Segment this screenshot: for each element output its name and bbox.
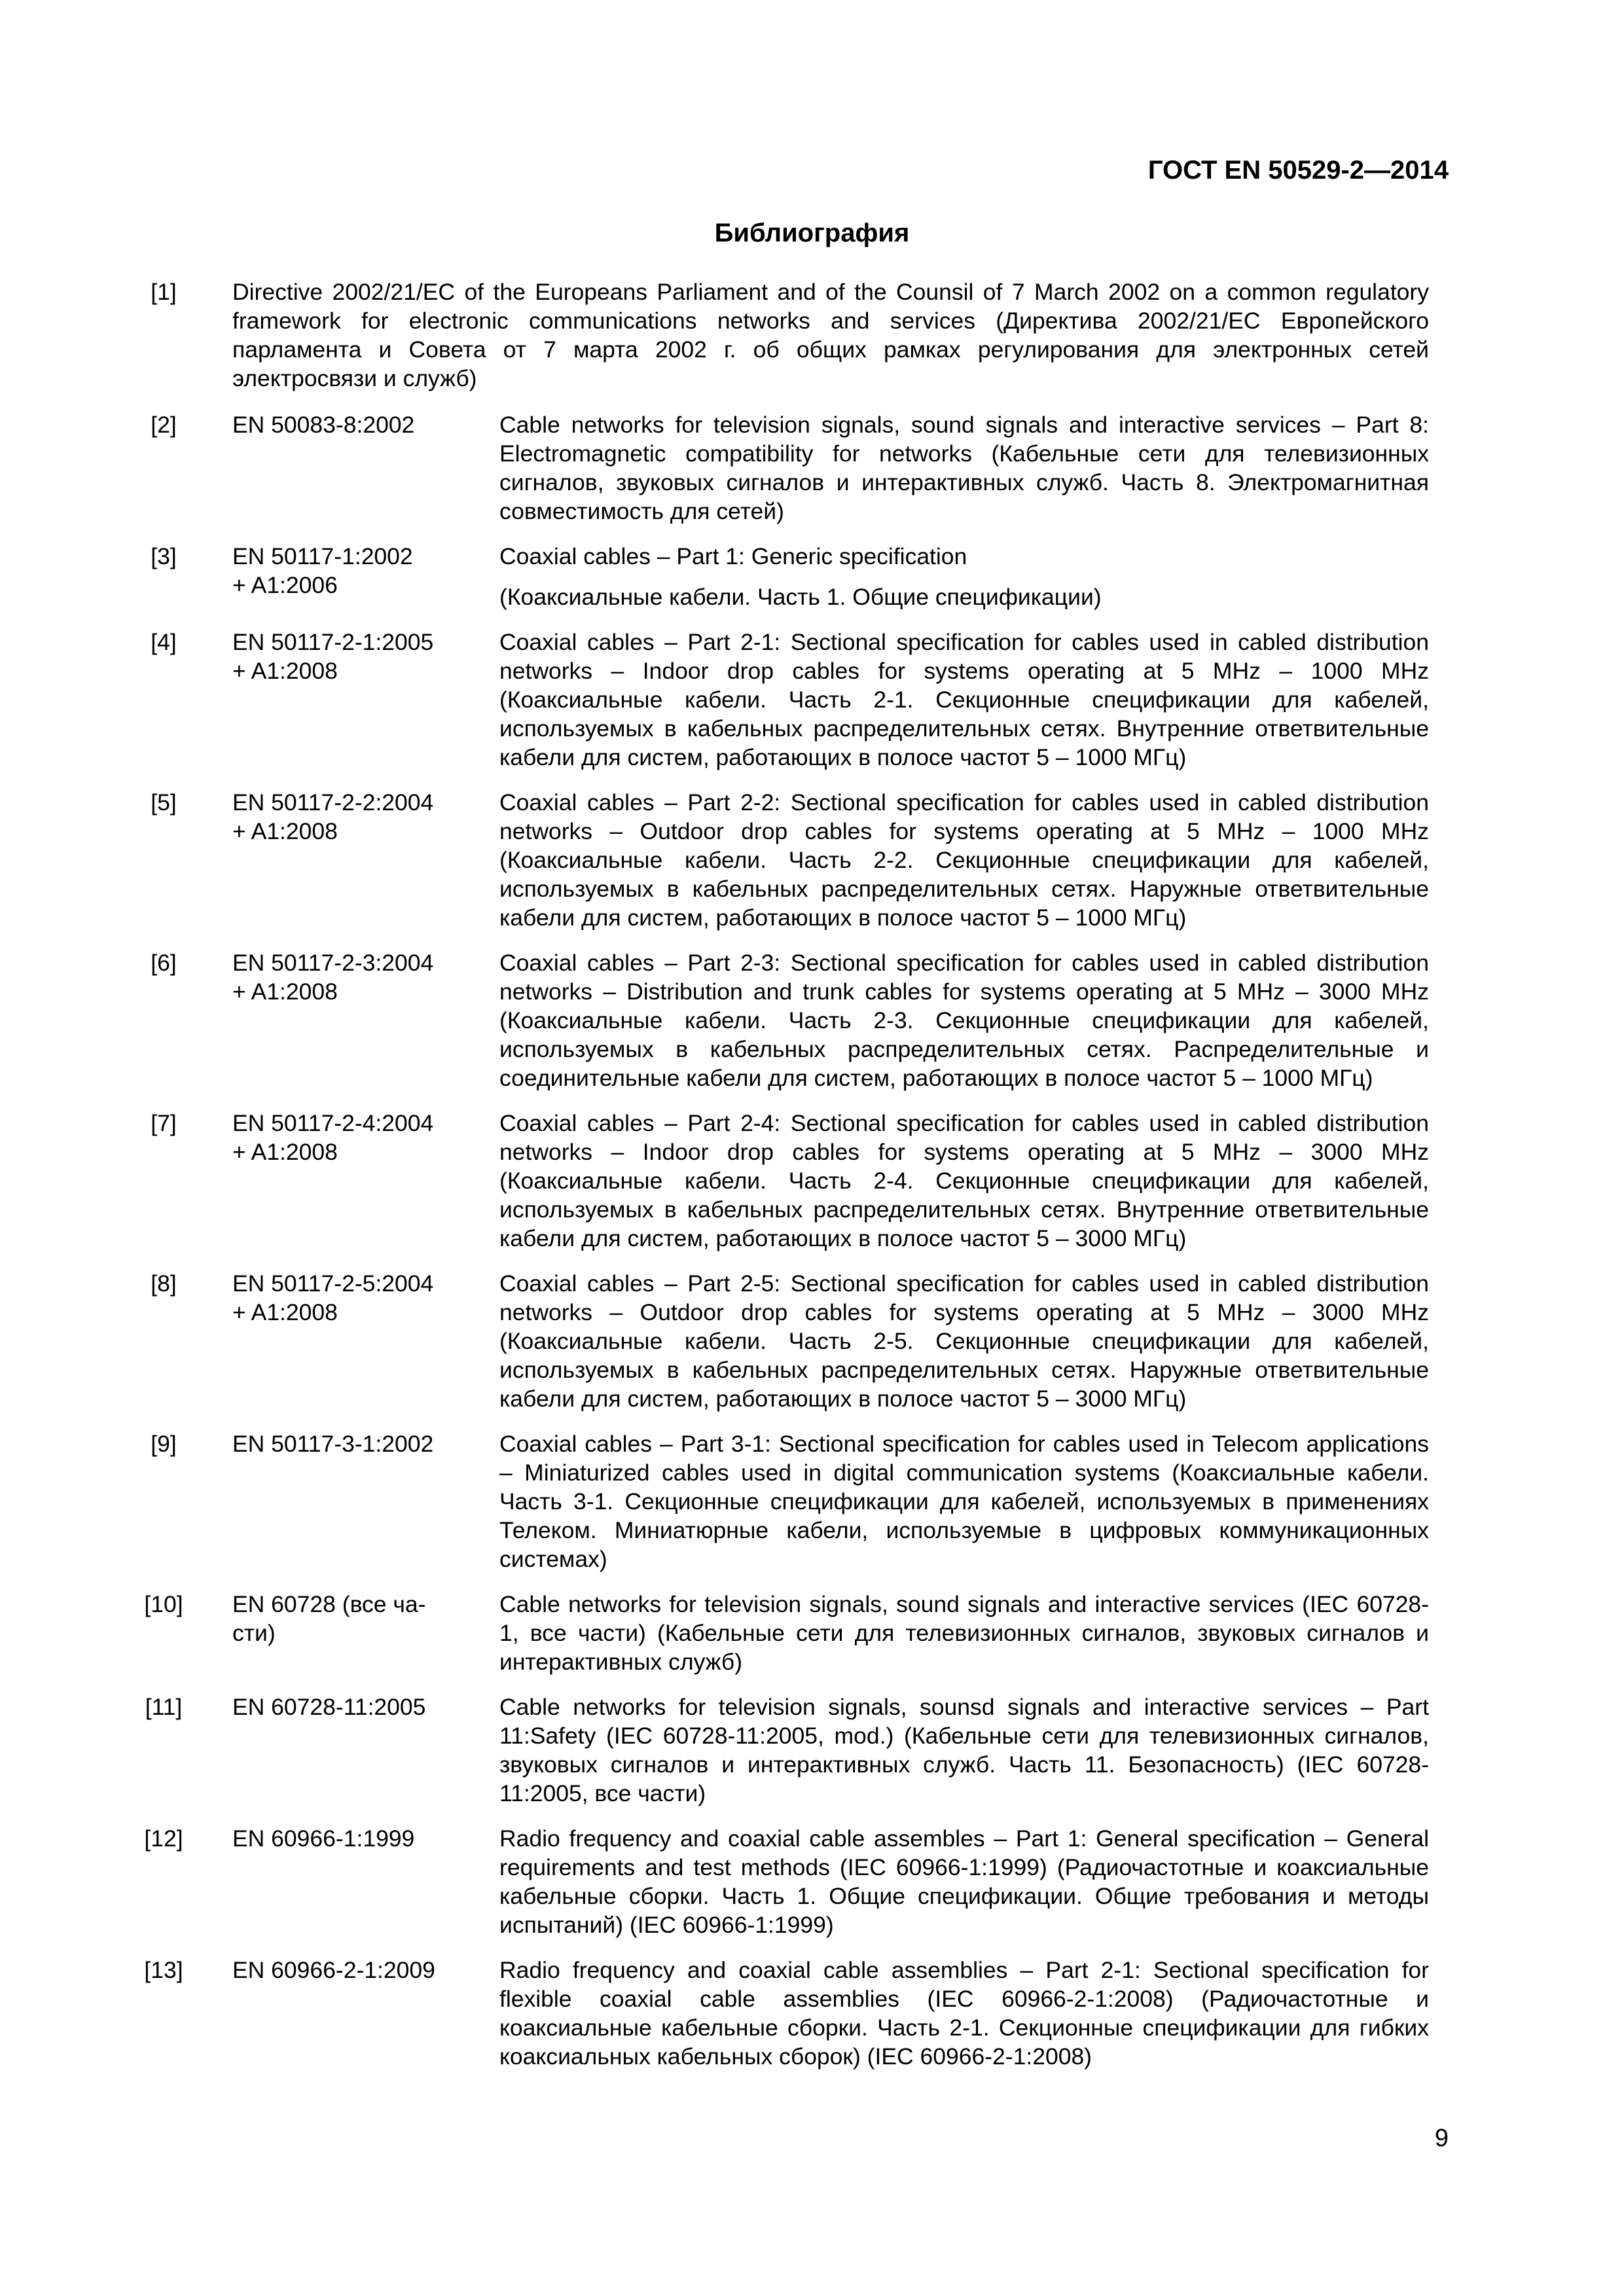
document-code: ГОСТ EN 50529-2—2014 <box>1147 156 1449 185</box>
bibliography-entry <box>0 788 1624 932</box>
entry-description: Coaxial cables – Part 3-1: Sectional specification for cables used in Telecom applications – Miniaturized cables used in digital communication systems (Коаксиальные кабели. Часть 3-1. Секционные спецификации для кабелей, используемых в применениях Телеком. Миниатюрные кабели, используемые в цифровых коммуникационных системах) <box>499 1431 1429 1572</box>
bibliography-entry <box>0 1956 1624 2071</box>
entry-number: [3] <box>151 543 177 569</box>
entry-number: [10] <box>144 1591 183 1617</box>
standard-designation-line: + A1:2008 <box>232 978 338 1005</box>
entry-description: Coaxial cables – Part 2-1: Sectional specification for cables used in cabled distribution networks – Indoor drop cables for systems operating at 5 MHz – 1000 MHz (Коаксиальные кабели. Часть 2-1. Секционные спецификации для кабелей, используемых в кабельных распределительных сетях. Внутренние ответвительные кабели для систем, работающих в полосе частот 5 – 1000 МГц) <box>499 629 1429 770</box>
bibliography-entry <box>0 1429 1624 1573</box>
entry-number: [11] <box>145 1694 183 1720</box>
standard-designation <box>232 1109 468 1166</box>
standard-designation-line: EN 60966-1:1999 <box>232 1825 415 1852</box>
standard-designation-line: EN 50117-2-2:2004 <box>232 789 434 816</box>
entry-number: [2] <box>151 412 177 438</box>
bibliography-entry <box>0 1590 1624 1676</box>
standard-designation <box>232 788 468 846</box>
entry-description: Cable networks for television signals, sounsd signals and interactive services – Part 11:Safety (IEC 60728-11:2005, mod.) (Кабельные сети для телевизионных сигналов, звуковых сигналов и интерактивных служб. Часть 11. Безопасность) (IEC 60728-11:2005, все части) <box>499 1694 1429 1806</box>
bibliography-entry <box>0 948 1624 1092</box>
bibliography-entry <box>0 1109 1624 1253</box>
bibliography-entry <box>0 410 1624 526</box>
entry-description: Radio frequency and coaxial cable assemblies – Part 2-1: Sectional specification for flexible coaxial cable assemblies (IEC 60966-2-1:2008) (Радиочастотные и коаксиальные кабельные сборки. Часть 2-1. Секционные спецификации для гибких коаксиальных кабельных сборок) (IEC 60966-2-1:2008) <box>499 1957 1429 2070</box>
bibliography-entry <box>0 542 1624 611</box>
standard-designation-line: EN 60728-11:2005 <box>232 1694 426 1720</box>
standard-designation <box>232 1590 468 1647</box>
entry-number: [9] <box>151 1431 177 1457</box>
standard-designation <box>232 1824 468 1853</box>
bibliography-entry <box>0 1269 1624 1413</box>
standard-designation-line: + A1:2008 <box>232 1139 338 1165</box>
standard-designation-line: EN 50117-1:2002 <box>232 543 413 569</box>
standard-designation <box>232 1429 468 1458</box>
standard-designation-line: EN 50117-2-1:2005 <box>232 629 434 655</box>
standard-designation <box>232 948 468 1006</box>
standard-designation-line: + A1:2008 <box>232 1299 338 1325</box>
standard-designation-line: сти) <box>232 1620 276 1646</box>
standard-designation <box>232 1956 468 1984</box>
standard-designation-line: EN 50117-3-1:2002 <box>232 1431 434 1457</box>
entry-number: [12] <box>144 1825 183 1852</box>
bibliography-entry <box>0 1693 1624 1808</box>
standard-designation-line: EN 60966-2-1:2009 <box>232 1957 435 1983</box>
entry-description: Coaxial cables – Part 2-3: Sectional specification for cables used in cabled distribution networks – Distribution and trunk cables for systems operating at 5 MHz – 3000 MHz (Коаксиальные кабели. Часть 2-3. Секционные спецификации для кабелей, используемых в кабельных распределительных сетях. Распределительные и соединительные кабели для систем, работающих в полосе частот 5 – 1000 МГц) <box>499 950 1429 1091</box>
standard-designation-line: EN 50117-2-5:2004 <box>232 1270 434 1297</box>
standard-designation-line: + A1:2006 <box>232 572 338 598</box>
standard-designation <box>232 542 468 600</box>
entry-description: Radio frequency and coaxial cable assembles – Part 1: General specification – General requirements and test methods (IEC 60966-1:1999) (Радиочастотные и коаксиальные кабельные сборки. Часть 1. Общие спецификации. Общие требования и методы испытаний) (IEC 60966-1:1999) <box>499 1825 1429 1938</box>
entry-description: Cable networks for television signals, sound signals and interactive services – Part 8: Electromagnetic compatibility for networks (Кабельные сети для телевизионных сигналов, звуковых сигналов и интерактивных служб. Часть 8. Электромагнитная совместимость для сетей) <box>499 412 1429 524</box>
standard-designation-line: EN 50083-8:2002 <box>232 412 415 438</box>
entry-number: [4] <box>151 629 177 655</box>
standard-designation-line: EN 50117-2-4:2004 <box>232 1110 434 1136</box>
bibliography-entry <box>0 1824 1624 1939</box>
entry-number: [1] <box>151 279 177 305</box>
standard-designation-line: EN 50117-2-3:2004 <box>232 950 434 976</box>
standard-designation-line: EN 60728 (все ча- <box>232 1591 426 1617</box>
page-number: 9 <box>1434 2125 1449 2152</box>
entry-description: Cable networks for television signals, sound signals and interactive services (IEC 60728-1, все части) (Кабельные сети для телевизионных сигналов, звуковых сигналов и интерактивных служб) <box>499 1591 1429 1675</box>
entry-description: Coaxial cables – Part 1: Generic specification <box>499 543 967 569</box>
standard-designation-line: + A1:2008 <box>232 658 338 684</box>
bibliography-entry <box>0 628 1624 772</box>
entry-number: [6] <box>151 950 177 976</box>
standard-designation <box>232 1269 468 1327</box>
standard-designation-line: + A1:2008 <box>232 818 338 844</box>
entry-number: [13] <box>144 1957 183 1983</box>
entry-number: [8] <box>151 1270 177 1297</box>
entry-description: Coaxial cables – Part 2-5: Sectional specification for cables used in cabled distribution networks – Outdoor drop cables for systems operating at 5 MHz – 3000 MHz (Коаксиальные кабели. Часть 2-5. Секционные спецификации для кабелей, используемых в кабельных распределительных сетях. Наружные ответвительные кабели для систем, работающих в полосе частот 5 – 3000 МГц) <box>499 1270 1429 1412</box>
page-title: Библиография <box>714 219 910 247</box>
entry-number: [5] <box>151 789 177 816</box>
entry-description-translation: (Коаксиальные кабели. Часть 1. Общие спецификации) <box>499 584 1102 610</box>
entry-description: Coaxial cables – Part 2-2: Sectional specification for cables used in cabled distribution networks – Outdoor drop cables for systems operating at 5 MHz – 1000 MHz (Коаксиальные кабели. Часть 2-2. Секционные спецификации для кабелей, используемых в кабельных распределительных сетях. Наружные ответвительные кабели для систем, работающих в полосе частот 5 – 1000 МГц) <box>499 789 1429 931</box>
bibliography-list <box>0 278 1624 2087</box>
entry-number: [7] <box>151 1110 177 1136</box>
standard-designation <box>232 410 468 439</box>
standard-designation <box>232 628 468 685</box>
entry-description: Coaxial cables – Part 2-4: Sectional specification for cables used in cabled distribution networks – Indoor drop cables for systems operating at 5 MHz – 3000 MHz (Коаксиальные кабели. Часть 2-4. Секционные спецификации для кабелей, используемых в кабельных распределительных сетях. Внутренние ответвительные кабели для систем, работающих в полосе частот 5 – 3000 МГц) <box>499 1110 1429 1251</box>
bibliography-entry <box>0 278 1624 393</box>
standard-designation <box>232 1693 468 1721</box>
entry-description: Directive 2002/21/EC of the Europeans Parliament and of the Counsil of 7 March 2002 on a common regulatory framework for electronic communications networks and services (Директива 2002/21/EC Европейского парламента и Совета от 7 марта 2002 г. об общих рамках регулирования для электронных сетей электросвязи и служб) <box>232 279 1429 391</box>
